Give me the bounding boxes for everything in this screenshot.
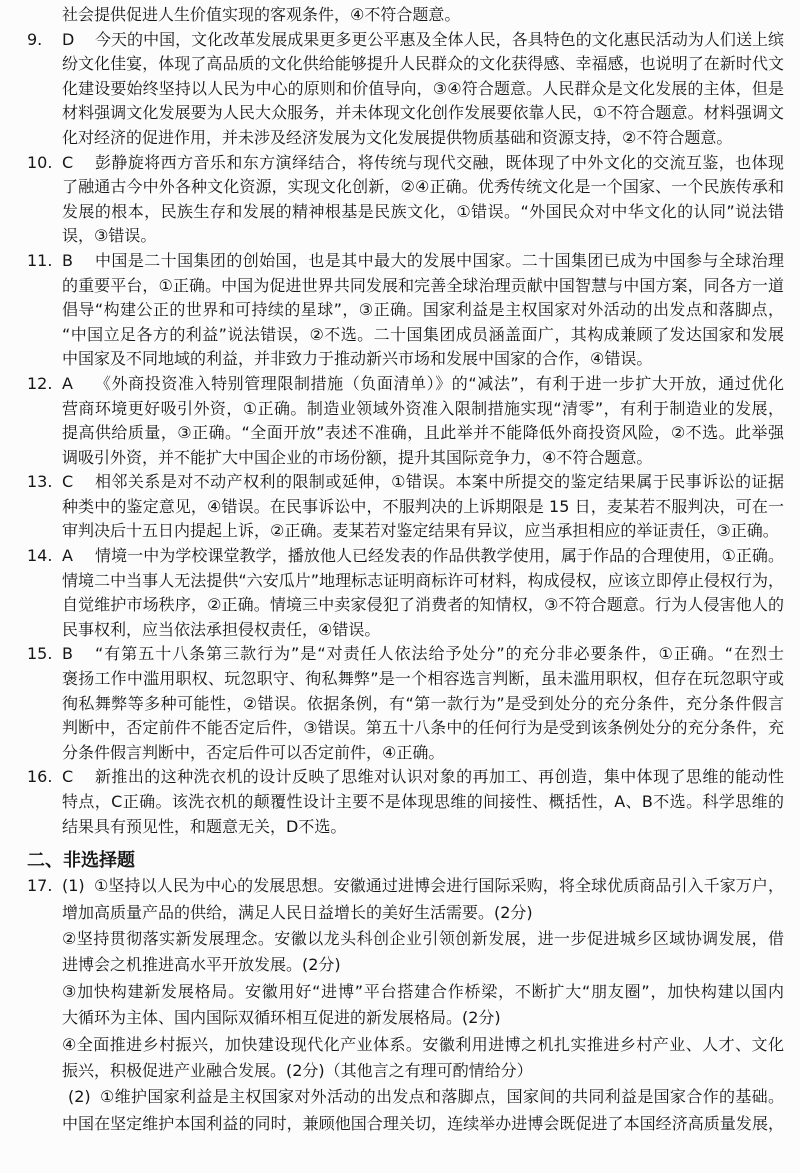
line-text: 振兴，积极促进产业融合发展。(2分)（其他言之有理可酌情给分）	[62, 1060, 533, 1080]
answer-item-14	[0, 544, 800, 642]
line-text: 纷文化佳宴，体现了高品质的文化供给能够提升人民群众的文化获得感、幸福感，也说明了在新时代文	[62, 54, 784, 74]
question-number: 16.	[27, 767, 53, 787]
text-line	[0, 1084, 800, 1110]
text-line	[0, 249, 800, 274]
answer-letter: C	[62, 767, 74, 787]
line-text: 中国在坚定维护本国利益的同时，兼顾他国合理关切，连续举办进博会既促进了本国经济高质量发展，	[62, 1113, 784, 1133]
answer-letter: A	[62, 546, 73, 566]
line-text: “有第五十八条第三款行为”是“对责任人依法给予处分”的充分非必要条件，①正确。“在烈士	[95, 644, 784, 664]
part-1	[0, 873, 800, 1084]
answer-item-16	[0, 765, 800, 839]
line-text: 误，③错误。	[62, 226, 157, 246]
line-text: 化对经济的促进作用，并未涉及经济发展为文化发展提供物质基础和资源支持，②不符合题意。	[62, 127, 733, 147]
line-text: 提高供给质量，③正确。“全面开放”表述不准确，且此举并不能降低外商投资风险，②不选。此举强	[62, 423, 784, 443]
line-text: ③加快构建新发展格局。安徽用好“进博”平台搭建合作桥梁，不断扩大“朋友圈”，加快构建以国内	[62, 981, 784, 1001]
answer-document	[0, 3, 800, 1137]
answer-item-15	[0, 642, 800, 765]
text-line	[0, 470, 800, 495]
text-line	[0, 790, 800, 815]
line-text: 中国家及不同地域的利益，并非致力于推动新兴市场和发展中国家的合作，④错误。	[62, 349, 653, 369]
text-line	[0, 593, 800, 618]
line-text: 营商环境更好吸引外资，①正确。制造业领域外资准入限制措施实现“清零”，有利于制造业的发展，	[62, 398, 784, 418]
question-17-answer	[0, 873, 800, 1137]
text-line	[0, 1032, 800, 1058]
line-text: 材料强调文化发展要为人民大众服务，并未体现文化创作发展要依靠人民，①不符合题意。材料强调文	[62, 103, 784, 123]
question-number: 14.	[27, 546, 53, 566]
line-text: 增加高质量产品的供给，满足人民日益增长的美好生活需要。(2分)	[62, 902, 533, 922]
text-line	[0, 397, 800, 422]
text-line	[0, 151, 800, 176]
line-text: 情境一中为学校课堂教学，播放他人已经发表的作品供教学使用，属于作品的合理使用，①正确。	[95, 546, 784, 566]
line-text: 分条件假言判断中，否定后件可以否定前件，④正确。	[62, 742, 445, 762]
line-text: 发展的根本，民族生存和发展的精神根基是民族文化，①错误。“外国民众对中华文化的认同”说法错	[62, 201, 784, 221]
text-line	[0, 1111, 800, 1137]
question-number: 15.	[27, 644, 53, 664]
line-text: 了融通古今中外各种文化资源，实现文化创新，②④正确。优秀传统文化是一个国家、一个民族传承和	[62, 177, 784, 197]
line-text: “中国立足各方的利益”说法错误，②不选。二十国集团成员涵盖面广，其构成兼顾了发达国家和发展	[62, 324, 784, 344]
answer-item-13	[0, 470, 800, 544]
answer-letter: D	[62, 29, 75, 49]
text-line	[0, 815, 800, 840]
question-number: 9.	[27, 29, 43, 49]
text-line	[0, 873, 800, 899]
line-text: 的重要平台，①正确。中国为促进世界共同发展和完善全球治理贡献中国智慧与中国方案，同各方一道	[62, 275, 784, 295]
line-text: 大循环为主体、国内国际双循环相互促进的新发展格局。(2分)	[62, 1008, 501, 1028]
line-text: 相邻关系是对不动产权利的限制或延伸，①错误。本案中所提交的鉴定结果属于民事诉讼的证据	[95, 472, 784, 492]
text-line	[0, 421, 800, 446]
line-text: ①维护国家利益是主权国家对外活动的出发点和落脚点，国家间的共同利益是国家合作的基础。	[100, 1087, 784, 1107]
line-text: 情境二中当事人无法提供“六安瓜片”地理标志证明商标许可材料，构成侵权，应该立即停止侵权行为，	[62, 570, 784, 590]
question-number: 11.	[27, 250, 53, 270]
line-text: 彭静旋将西方音乐和东方演绎结合，将传统与现代交融，既体现了中外文化的交流互鉴，也体现	[95, 152, 784, 172]
line-text: 调吸引外资，并不能扩大中国企业的市场份额，提升其国际竞争力，④不符合题意。	[62, 447, 653, 467]
text-line	[0, 274, 800, 299]
line-text: 结果具有预见性，和题意无关，D不选。	[62, 816, 347, 836]
answer-letter: C	[62, 472, 74, 492]
text-line	[0, 298, 800, 323]
question-number: 12.	[27, 373, 53, 393]
text-line	[0, 692, 800, 717]
text-line	[0, 569, 800, 594]
line-text: 倡导“构建公正的世界和可持续的星球”，③正确。国家利益是主权国家对外活动的出发点和落脚点，	[62, 300, 784, 320]
line-text: ②坚持贯彻落实新发展理念。安徽以龙头科创企业引领创新发展，进一步促进城乡区域协调发展，借	[62, 928, 784, 948]
line-text: 种类中的鉴定意见，④错误。在民事诉讼中，不服判决的上诉期限是 15 日，麦某若不服判决，可在一	[62, 496, 784, 516]
text-line	[0, 1058, 800, 1084]
line-text: 民事权利，应当依法承担侵权责任，④错误。	[62, 619, 381, 639]
section-heading: 二、非选择题	[27, 850, 135, 872]
text-line	[0, 926, 800, 952]
text-line	[0, 1005, 800, 1031]
text-line	[0, 347, 800, 372]
text-line	[0, 952, 800, 978]
answer-letter: A	[62, 373, 73, 393]
line-text: 判断中，否定前件不能否定后件，③错误。第五十八条中的任何行为是受到该条例处分的充分条件，充	[62, 718, 784, 738]
text-line	[0, 765, 800, 790]
part-2	[0, 1084, 800, 1137]
text-line	[0, 519, 800, 544]
text-line	[0, 126, 800, 151]
text-line	[0, 77, 800, 102]
text-line	[0, 716, 800, 741]
answer-letter: B	[62, 644, 73, 664]
line-text: 社会提供促进人生价值实现的客观条件，④不符合题意。	[62, 5, 461, 24]
text-line	[0, 544, 800, 569]
text-line	[0, 175, 800, 200]
line-text: 《外商投资准入特别管理限制措施（负面清单）》的“减法”，有利于进一步扩大开放，通过优化	[95, 373, 784, 393]
answer-letter: B	[62, 250, 73, 270]
text-line	[0, 618, 800, 643]
text-line	[0, 446, 800, 471]
answer-item-11	[0, 249, 800, 372]
line-text: 中国是二十国集团的创始国，也是其中最大的发展中国家。二十国集团已成为中国参与全球治理	[95, 250, 784, 270]
text-line	[0, 495, 800, 520]
question-number: 10.	[27, 152, 53, 172]
line-text: ①坚持以人民为中心的发展思想。安徽通过进博会进行国际采购，将全球优质商品引入千家万户，	[94, 876, 784, 896]
text-line	[0, 3, 800, 28]
sub-question-label: (2)	[68, 1087, 91, 1107]
text-line	[0, 900, 800, 926]
line-text: 今天的中国，文化改革发展成果更多更公平惠及全体人民，各具特色的文化惠民活动为人们送上缤	[95, 29, 784, 49]
answer-item-9	[0, 28, 800, 151]
question-number: 17.	[27, 876, 53, 896]
text-line	[0, 52, 800, 77]
text-line	[0, 372, 800, 397]
line-text: ④全面推进乡村振兴，加快建设现代化产业体系。安徽利用进博之机扎实推进乡村产业、人才、文化	[62, 1034, 784, 1054]
line-text: 褒扬工作中滥用职权、玩忽职守、徇私舞弊”是一个相容选言判断，虽未滥用职权，但存在玩忽职守或	[62, 669, 784, 689]
multiple-choice-answers	[0, 3, 800, 839]
answer-item-10	[0, 151, 800, 249]
text-line	[0, 642, 800, 667]
line-text: 徇私舞弊等多种可能性，②错误。依据条例，有“第一款行为”是受到处分的充分条件，充分条件假言	[62, 693, 784, 713]
answer-item-12	[0, 372, 800, 470]
line-text: 化建设要始终坚持以人民为中心的原则和价值导向，③④符合题意。人民群众是文化发展的主体，但是	[62, 78, 784, 98]
text-line	[0, 667, 800, 692]
sub-question-label: (1)	[62, 876, 85, 896]
text-line	[0, 200, 800, 225]
line-text: 审判决后十五日内提起上诉，②正确。麦某若对鉴定结果有异议，应当承担相应的举证责任，③正确。	[62, 521, 779, 541]
line-text: 新推出的这种洗衣机的设计反映了思维对认识对象的再加工、再创造，集中体现了思维的能动性	[95, 767, 784, 787]
text-line	[0, 101, 800, 126]
text-line	[0, 224, 800, 249]
answer-letter: C	[62, 152, 74, 172]
question-number: 13.	[27, 472, 53, 492]
text-line	[0, 28, 800, 53]
line-text: 进博会之机推进高水平开放发展。(2分)	[62, 955, 341, 975]
text-line	[0, 741, 800, 766]
line-text: 自觉维护市场秩序，②正确。情境三中卖家侵犯了消费者的知情权，③不符合题意。行为人侵害他人的	[62, 595, 784, 615]
text-line	[0, 979, 800, 1005]
text-line	[0, 323, 800, 348]
line-text: 特点，C正确。该洗衣机的颠覆性设计主要不是体现思维的间接性、概括性，A、B不选。科学思维的	[62, 792, 784, 811]
